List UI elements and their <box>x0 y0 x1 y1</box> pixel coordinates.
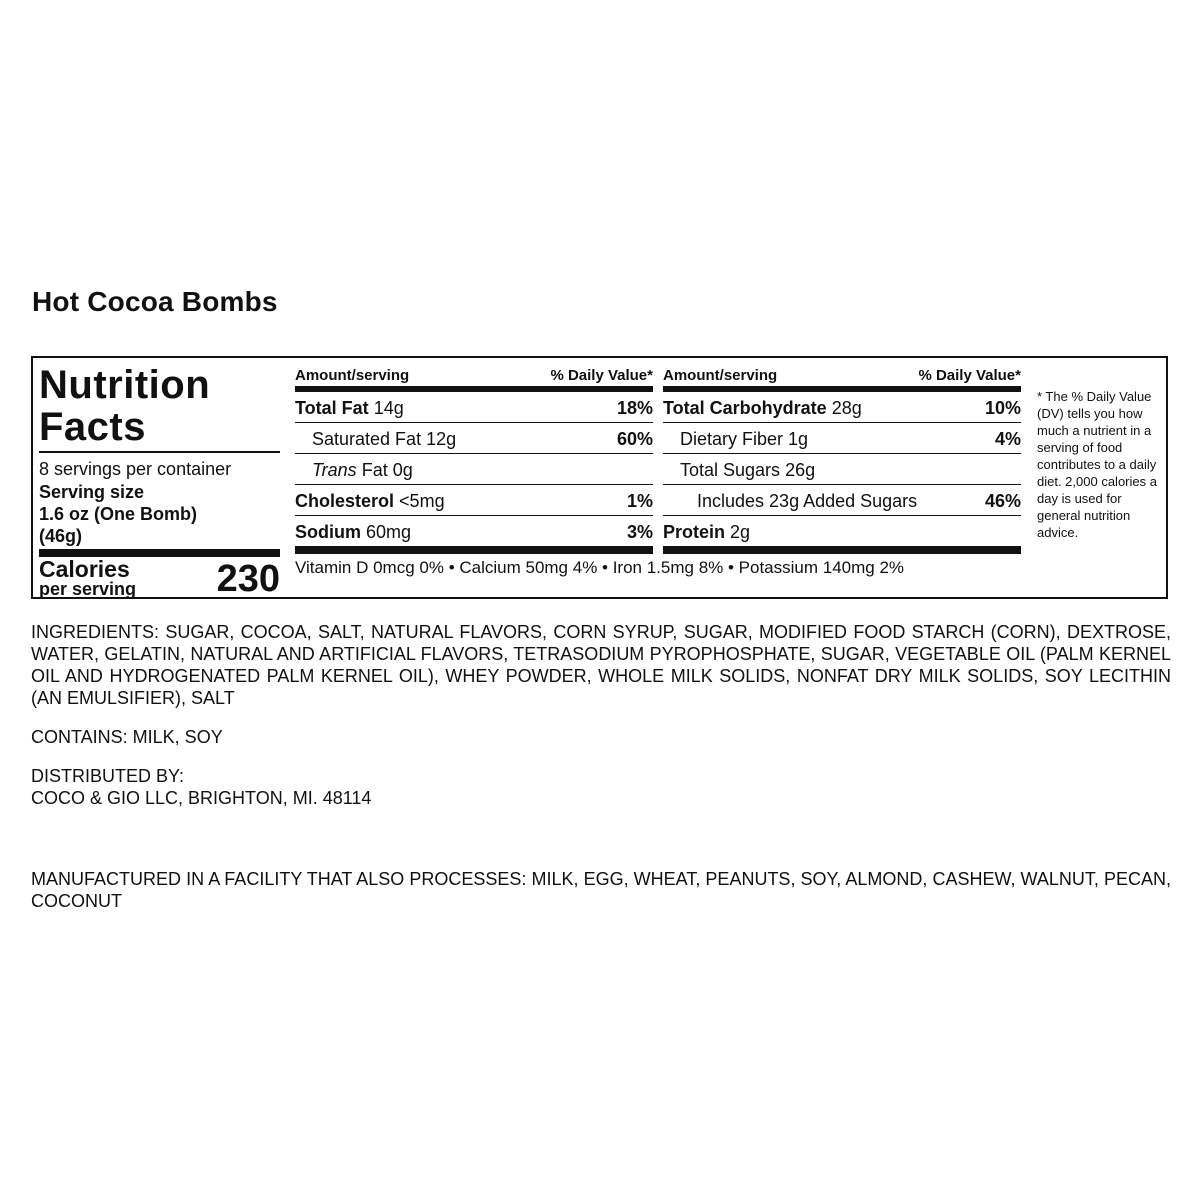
amount-header: Amount/serving <box>295 367 410 384</box>
nutrient-amount: 28g <box>831 398 862 418</box>
nutrient-amount: 60mg <box>366 522 412 542</box>
vitamins-minerals-line: Vitamin D 0mcg 0% • Calcium 50mg 4% • Iron 1.5mg 8% • Potassium 140mg 2% <box>295 558 905 577</box>
nutrient-name: Total Sugars <box>680 460 781 480</box>
amount-header: Amount/serving <box>663 367 778 384</box>
dv-header: % Daily Value* <box>918 367 1021 384</box>
nutrient-row-trans-fat <box>295 454 653 485</box>
nutrient-dv: 10% <box>984 398 1021 418</box>
nutrition-facts-heading <box>39 364 280 448</box>
heading-line-1: Nutrition <box>39 363 211 407</box>
daily-value-footnote: * The % Daily Value (DV) tells you how much a nutrient in a serving of food contributes to a daily diet. 2,000 calories a day is used for general nutrition advice. <box>1037 389 1157 540</box>
nutrient-name: Cholesterol <box>295 491 395 511</box>
nutrient-amount: 12g <box>426 429 457 449</box>
nutrient-row-total-carbohydrate <box>663 392 1021 423</box>
nutrient-name: Dietary Fiber <box>680 429 784 449</box>
distributed-by-value: COCO & GIO LLC, BRIGHTON, MI. 48114 <box>31 788 372 808</box>
nutrient-column-left <box>295 364 653 554</box>
nutrient-row-dietary-fiber <box>663 423 1021 454</box>
serving-size-value: 1.6 oz (One Bomb) <box>39 504 198 524</box>
column-header <box>663 364 1021 386</box>
nutrient-name: Includes 23g Added Sugars <box>697 491 918 511</box>
nutrient-dv: 4% <box>994 429 1021 449</box>
nutrient-row-saturated-fat <box>295 423 653 454</box>
distributor-info <box>31 765 1171 809</box>
nutrient-name: Trans <box>312 460 357 480</box>
serving-size-label: Serving size <box>39 482 145 502</box>
product-title: Hot Cocoa Bombs <box>32 286 278 317</box>
serving-size-grams: (46g) <box>39 526 83 546</box>
nutrient-amount: 2g <box>730 522 751 542</box>
nutrient-row-cholesterol <box>295 485 653 516</box>
nutrient-row-total-fat <box>295 392 653 423</box>
heading-line-2: Facts <box>39 405 146 449</box>
nutrient-row-protein <box>663 516 1021 554</box>
nutrient-dv: 60% <box>616 429 653 449</box>
serving-size <box>39 481 280 547</box>
calories-label: Calories <box>39 556 130 582</box>
calories-row <box>39 557 280 605</box>
nutrient-name: Saturated Fat <box>312 429 422 449</box>
calories-value: 230 <box>216 558 280 600</box>
divider <box>39 451 280 453</box>
nutrient-amount: <5mg <box>399 491 445 511</box>
nutrient-dv: 3% <box>626 522 653 542</box>
nutrient-amount: 1g <box>788 429 809 449</box>
nutrient-dv: 18% <box>616 398 653 418</box>
nutrient-name: Total Carbohydrate <box>663 398 827 418</box>
nutrient-row-added-sugars <box>663 485 1021 516</box>
column-header <box>295 364 653 386</box>
ingredients-list: INGREDIENTS: SUGAR, COCOA, SALT, NATURAL FLAVORS, CORN SYRUP, SUGAR, MODIFIED FOOD STARCH (CORN), DEXTROSE, WATER, GELATIN, NATURAL AND ARTIFICIAL FLAVORS, TETRASODIUM PYROPHOSPHATE, SUGAR, VEGETABLE OIL (PALM KERNEL OIL AND HYDROGENATED PALM KERNEL OIL), WHEY POWDER, WHOLE MILK SOLIDS, NONFAT DRY MILK SOLIDS, SOY LECITHIN (AN EMULSIFIER), SALT <box>31 622 1171 708</box>
nutrient-amount: 26g <box>785 460 816 480</box>
nutrient-dv: 1% <box>626 491 653 511</box>
nutrient-column-right <box>663 364 1021 554</box>
nutrient-name: Sodium <box>295 522 361 542</box>
nutrient-name: Total Fat <box>295 398 369 418</box>
dv-header: % Daily Value* <box>550 367 653 384</box>
distributed-by-label: DISTRIBUTED BY: <box>31 766 185 786</box>
per-serving-label: per serving <box>39 579 137 599</box>
nutrient-amount: Fat 0g <box>361 460 413 480</box>
nutrition-summary <box>39 364 280 605</box>
allergen-statement: CONTAINS: MILK, SOY <box>31 727 223 747</box>
nutrient-amount: 14g <box>373 398 404 418</box>
servings-per-container: 8 servings per container <box>39 459 232 479</box>
nutrient-row-total-sugars <box>663 454 1021 485</box>
nutrient-name: Protein <box>663 522 726 542</box>
nutrition-facts-panel <box>31 356 1168 599</box>
facility-statement: MANUFACTURED IN A FACILITY THAT ALSO PROCESSES: MILK, EGG, WHEAT, PEANUTS, SOY, ALMOND, CASHEW, WALNUT, PECAN, COCONUT <box>31 869 1171 911</box>
nutrient-row-sodium <box>295 516 653 554</box>
nutrient-dv: 46% <box>984 491 1021 511</box>
